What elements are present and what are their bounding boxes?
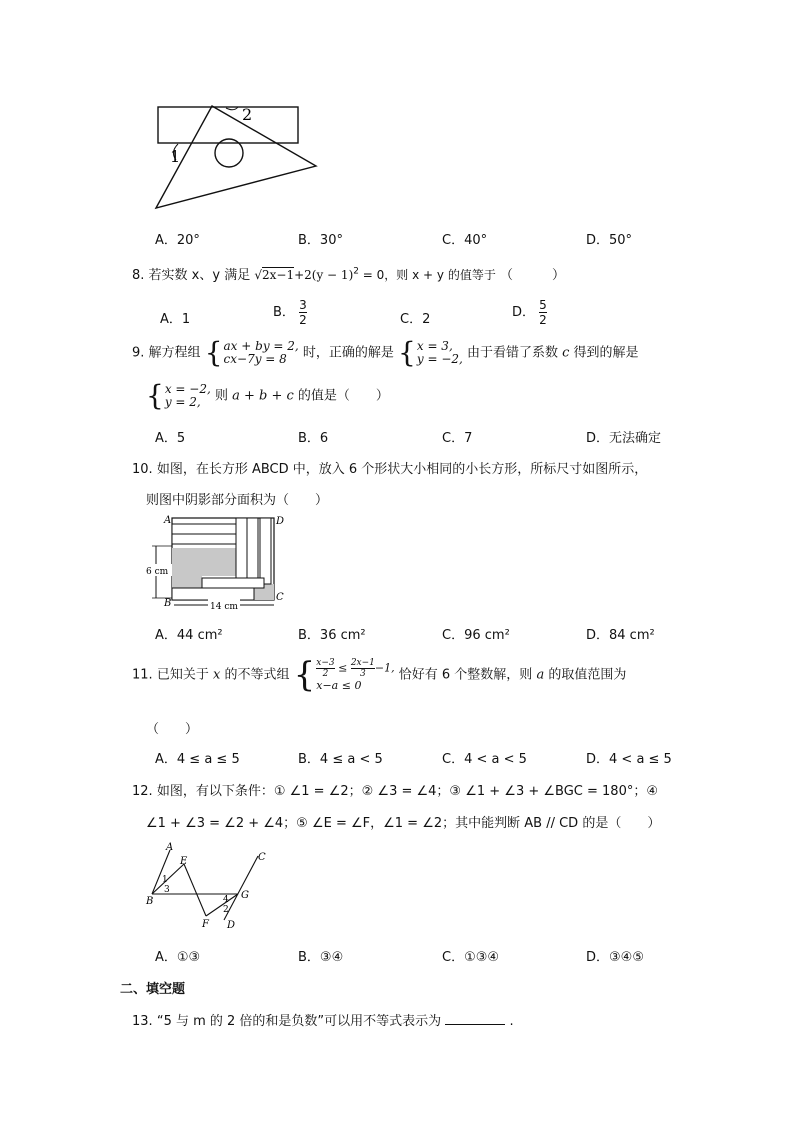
q12-label-B: B <box>146 896 154 907</box>
q7-label-2: 2 <box>242 105 253 124</box>
q10-figure <box>142 512 292 612</box>
q10-option-c[interactable]: C．96 cm² <box>442 628 510 643</box>
q12-option-c[interactable]: C．①③④ <box>442 950 500 965</box>
q12-stem-line2 <box>146 812 660 831</box>
q8-option-d[interactable] <box>512 298 547 327</box>
q8-number: 8. <box>132 268 145 283</box>
q9-option-d[interactable]: D．无法确定 <box>586 431 662 446</box>
q11-paren: （ ） <box>146 722 199 737</box>
q9-system-1: { ax + by = 2, cx−7y = 8 <box>204 336 299 369</box>
q9-system-3: { x = −2, y = 2, <box>146 379 211 412</box>
q11-option-b[interactable]: B．4 ≤ a < 5 <box>298 752 383 767</box>
q10-option-b[interactable]: B．36 cm² <box>298 628 366 643</box>
q10-line2: 则图中阴影部分面积为（ ） <box>146 493 329 508</box>
q12-label-F: F <box>202 919 209 930</box>
q8-option-d-label: D． <box>512 305 536 320</box>
q10-number: 10. <box>132 462 153 477</box>
q9-expr: a + b + c <box>232 388 294 404</box>
q7-option-d[interactable]: D．50° <box>586 233 633 248</box>
q7-option-a[interactable]: A．20° <box>155 233 200 248</box>
q9-stem-line2 <box>146 379 389 412</box>
q8-option-b[interactable] <box>273 298 307 327</box>
q7-option-b[interactable]: B．30° <box>298 233 343 248</box>
q8-text-a: 若实数 x、y 满足 <box>148 268 251 283</box>
q11-text-b: 的不等式组 <box>224 667 290 683</box>
q8-sqrt: √2x−1 <box>254 268 295 282</box>
q7-label-1: 1 <box>170 147 181 166</box>
q8-text-mid: +2(y − 1) <box>294 268 354 282</box>
q9-var-c: c <box>562 345 570 361</box>
q9-option-a[interactable]: A．5 <box>155 431 186 446</box>
q10-line1: 如图，在长方形 ABCD 中，放入 6 个形状大小相同的小长方形，所标尺寸如图所示， <box>156 462 648 477</box>
q10-small-rect-3 <box>236 518 247 578</box>
q9-option-b[interactable]: B．6 <box>298 431 329 446</box>
q13-answer-blank[interactable] <box>445 1012 505 1025</box>
q13-stem <box>132 1010 514 1029</box>
q7-ruler <box>158 107 298 143</box>
q7-figure <box>150 100 325 215</box>
q13-text: “5 与 m 的 2 倍的和是负数”可以用不等式表示为 <box>156 1014 442 1029</box>
q10-label-C: C <box>276 592 284 603</box>
q9-system-2: { x = 3, y = −2, <box>398 336 463 369</box>
q8-stem <box>132 264 565 283</box>
q12-line2: ∠1 + ∠3 = ∠2 + ∠4；⑤ ∠E = ∠F，∠1 = ∠2；其中能判断 AB // CD 的是（ ） <box>146 816 661 831</box>
q12-label-G: G <box>241 890 249 901</box>
q12-option-a[interactable]: A．①③ <box>155 950 201 965</box>
q11-text-c: 恰好有 6 个整数解，则 <box>398 667 533 683</box>
q10-small-rect-6 <box>202 578 264 588</box>
q10-stem-line1 <box>132 458 647 477</box>
q10-option-d[interactable]: D．84 cm² <box>586 628 655 643</box>
q10-small-rect-4 <box>247 518 258 584</box>
q8-option-a[interactable]: A．1 <box>160 312 191 327</box>
q10-label-D: D <box>276 516 285 527</box>
q10-label-A: A <box>164 515 172 526</box>
q12-line1: 如图，有以下条件：① ∠1 = ∠2；② ∠3 = ∠4；③ ∠1 + ∠3 + ∠BGC = 180°；④ <box>156 784 658 799</box>
q13-number: 13. <box>132 1014 153 1029</box>
q12-option-b[interactable]: B．③④ <box>298 950 344 965</box>
q9-text-a: 解方程组 <box>148 345 201 361</box>
q12-label-C: C <box>258 852 266 863</box>
q11-text-a: 已知关于 <box>156 667 209 683</box>
q9-text-f: 的值是（ ） <box>297 388 389 404</box>
q11-option-c[interactable]: C．4 < a < 5 <box>442 752 527 767</box>
q8-exp: 2 <box>353 266 359 277</box>
q9-text-e: 则 <box>214 388 228 404</box>
q11-var-a: a <box>536 667 545 683</box>
q12-figure <box>142 840 277 932</box>
q12-label-1: 1 <box>162 875 168 885</box>
q13-end: . <box>509 1014 514 1029</box>
q11-var-x: x <box>212 667 221 683</box>
q11-text-d: 的取值范围为 <box>548 667 627 683</box>
q10-small-rect-7 <box>172 588 254 600</box>
q12-label-D: D <box>227 920 236 931</box>
q10-option-a[interactable]: A．44 cm² <box>155 628 223 643</box>
q11-stem-line1 <box>132 655 627 695</box>
q8-option-d-fraction: $\frac{5}{2}$ <box>539 298 547 327</box>
q9-text-d: 得到的解是 <box>573 345 639 361</box>
q12-label-2: 2 <box>223 905 229 915</box>
q11-option-d[interactable]: D．4 < a ≤ 5 <box>586 752 672 767</box>
q8-option-c[interactable]: C．2 <box>400 312 431 327</box>
q9-text-b: 时，正确的解是 <box>302 345 394 361</box>
q10-label-B: B <box>164 598 172 609</box>
q7-option-c[interactable]: C．40° <box>442 233 488 248</box>
q12-label-3: 3 <box>164 885 170 895</box>
q12-option-d[interactable]: D．③④⑤ <box>586 950 644 965</box>
q10-label-width: 14 cm <box>210 602 238 612</box>
q11-inequality-system: { $\frac{x-3}{2}$ ≤ $\frac{2x-1}{3}$ −1, x−a ≤ 0 <box>293 655 395 695</box>
q12-stem-line1 <box>132 780 658 799</box>
q11-number: 11. <box>132 667 153 683</box>
q12-label-4: 4 <box>223 895 229 905</box>
section-title: 二、填空题 <box>120 982 186 997</box>
q9-option-c[interactable]: C．7 <box>442 431 473 446</box>
q10-stem-line2 <box>146 489 328 508</box>
q8-paren: （ ） <box>499 268 565 283</box>
q9-text-c: 由于看错了系数 <box>466 345 558 361</box>
q11-option-a[interactable]: A．4 ≤ a ≤ 5 <box>155 752 240 767</box>
q12-label-E: E <box>180 856 188 867</box>
q10-label-height: 6 cm <box>146 567 169 577</box>
q9-stem-line1 <box>132 336 639 369</box>
q10-small-rect-5 <box>260 518 271 584</box>
q12-number: 12. <box>132 784 153 799</box>
q8-option-b-label: B． <box>273 305 295 320</box>
q8-text-eq: = 0，则 x + y 的值等于 <box>358 268 496 282</box>
q12-label-A: A <box>166 842 174 853</box>
q9-number: 9. <box>132 345 145 361</box>
q8-option-b-fraction: $\frac{3}{2}$ <box>299 298 307 327</box>
